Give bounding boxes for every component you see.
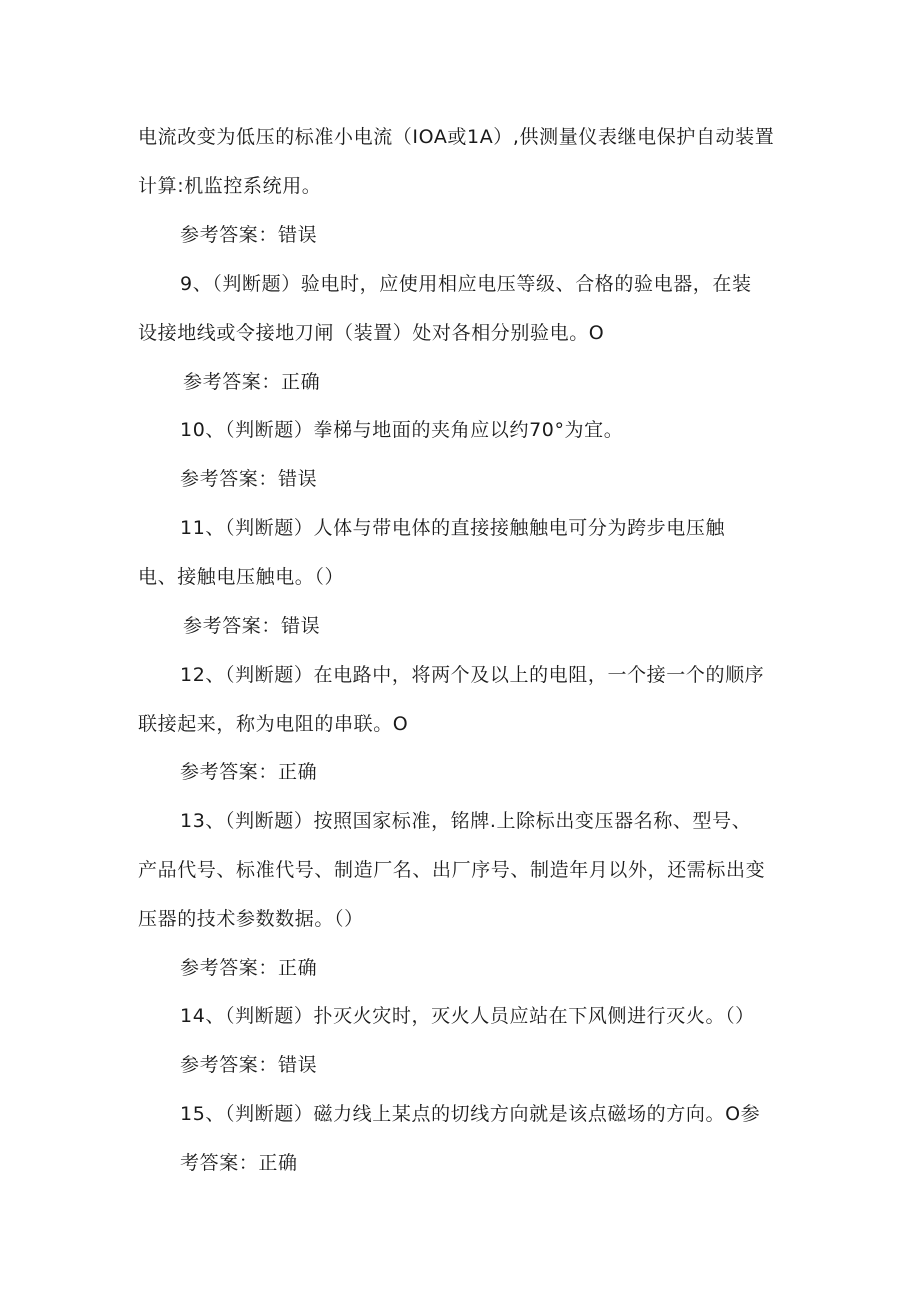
answer-10: 参考答案：错误	[180, 468, 318, 490]
question-11-text-line-1: 11、（判断题）人体与带电体的直接接触触电可分为跨步电压触	[180, 517, 726, 539]
question-12-text-line-1: 12、（判断题）在电路中，将两个及以上的电阻，一个接一个的顺序	[180, 664, 765, 686]
answer-12: 参考答案：正确	[180, 761, 318, 783]
question-13-text-line-3: 压器的技术参数数据。（）	[138, 908, 364, 930]
question-10-text: 10、（判断题）拳梯与地面的夹角应以约70°为宜。	[180, 419, 624, 441]
answer-8: 参考答案：错误	[180, 224, 318, 246]
question-12-text-line-2: 联接起来，称为电阻的串联。O	[138, 713, 409, 735]
question-8-text-line-1: 电流改变为低压的标准小电流（IOA或1A）,供测量仪表继电保护自动装置	[138, 126, 775, 148]
answer-13: 参考答案：正确	[180, 957, 318, 979]
question-11-text-line-2: 电、接触电压触电。（）	[138, 566, 345, 588]
answer-14: 参考答案：错误	[180, 1054, 318, 1076]
question-14-text: 14、（判断题）扑灭火灾时，灭火人员应站在下风侧进行灭火。（）	[180, 1005, 755, 1027]
question-13-text-line-2: 产品代号、标准代号、制造厂名、出厂序号、制造年月以外，还需标出变	[138, 859, 766, 881]
question-15-text-line-1: 15、（判断题）磁力线上某点的切线方向就是该点磁场的方向。O参	[180, 1103, 761, 1125]
answer-9: 参考答案：正确	[183, 371, 321, 393]
answer-15: 考答案：正确	[180, 1152, 298, 1174]
question-9-text-line-1: 9、（判断题）验电时，应使用相应电压等级、合格的验电器，在装	[180, 273, 752, 295]
answer-11: 参考答案：错误	[183, 615, 321, 637]
question-8-text-line-2: 计算:机监控系统用。	[138, 175, 322, 197]
question-13-text-line-1: 13、（判断题）按照国家标准，铭牌.上除标出变压器名称、型号、	[180, 810, 752, 832]
question-9-text-line-2: 设接地线或令接地刀闸（装置）处对各相分别验电。O	[138, 322, 605, 344]
